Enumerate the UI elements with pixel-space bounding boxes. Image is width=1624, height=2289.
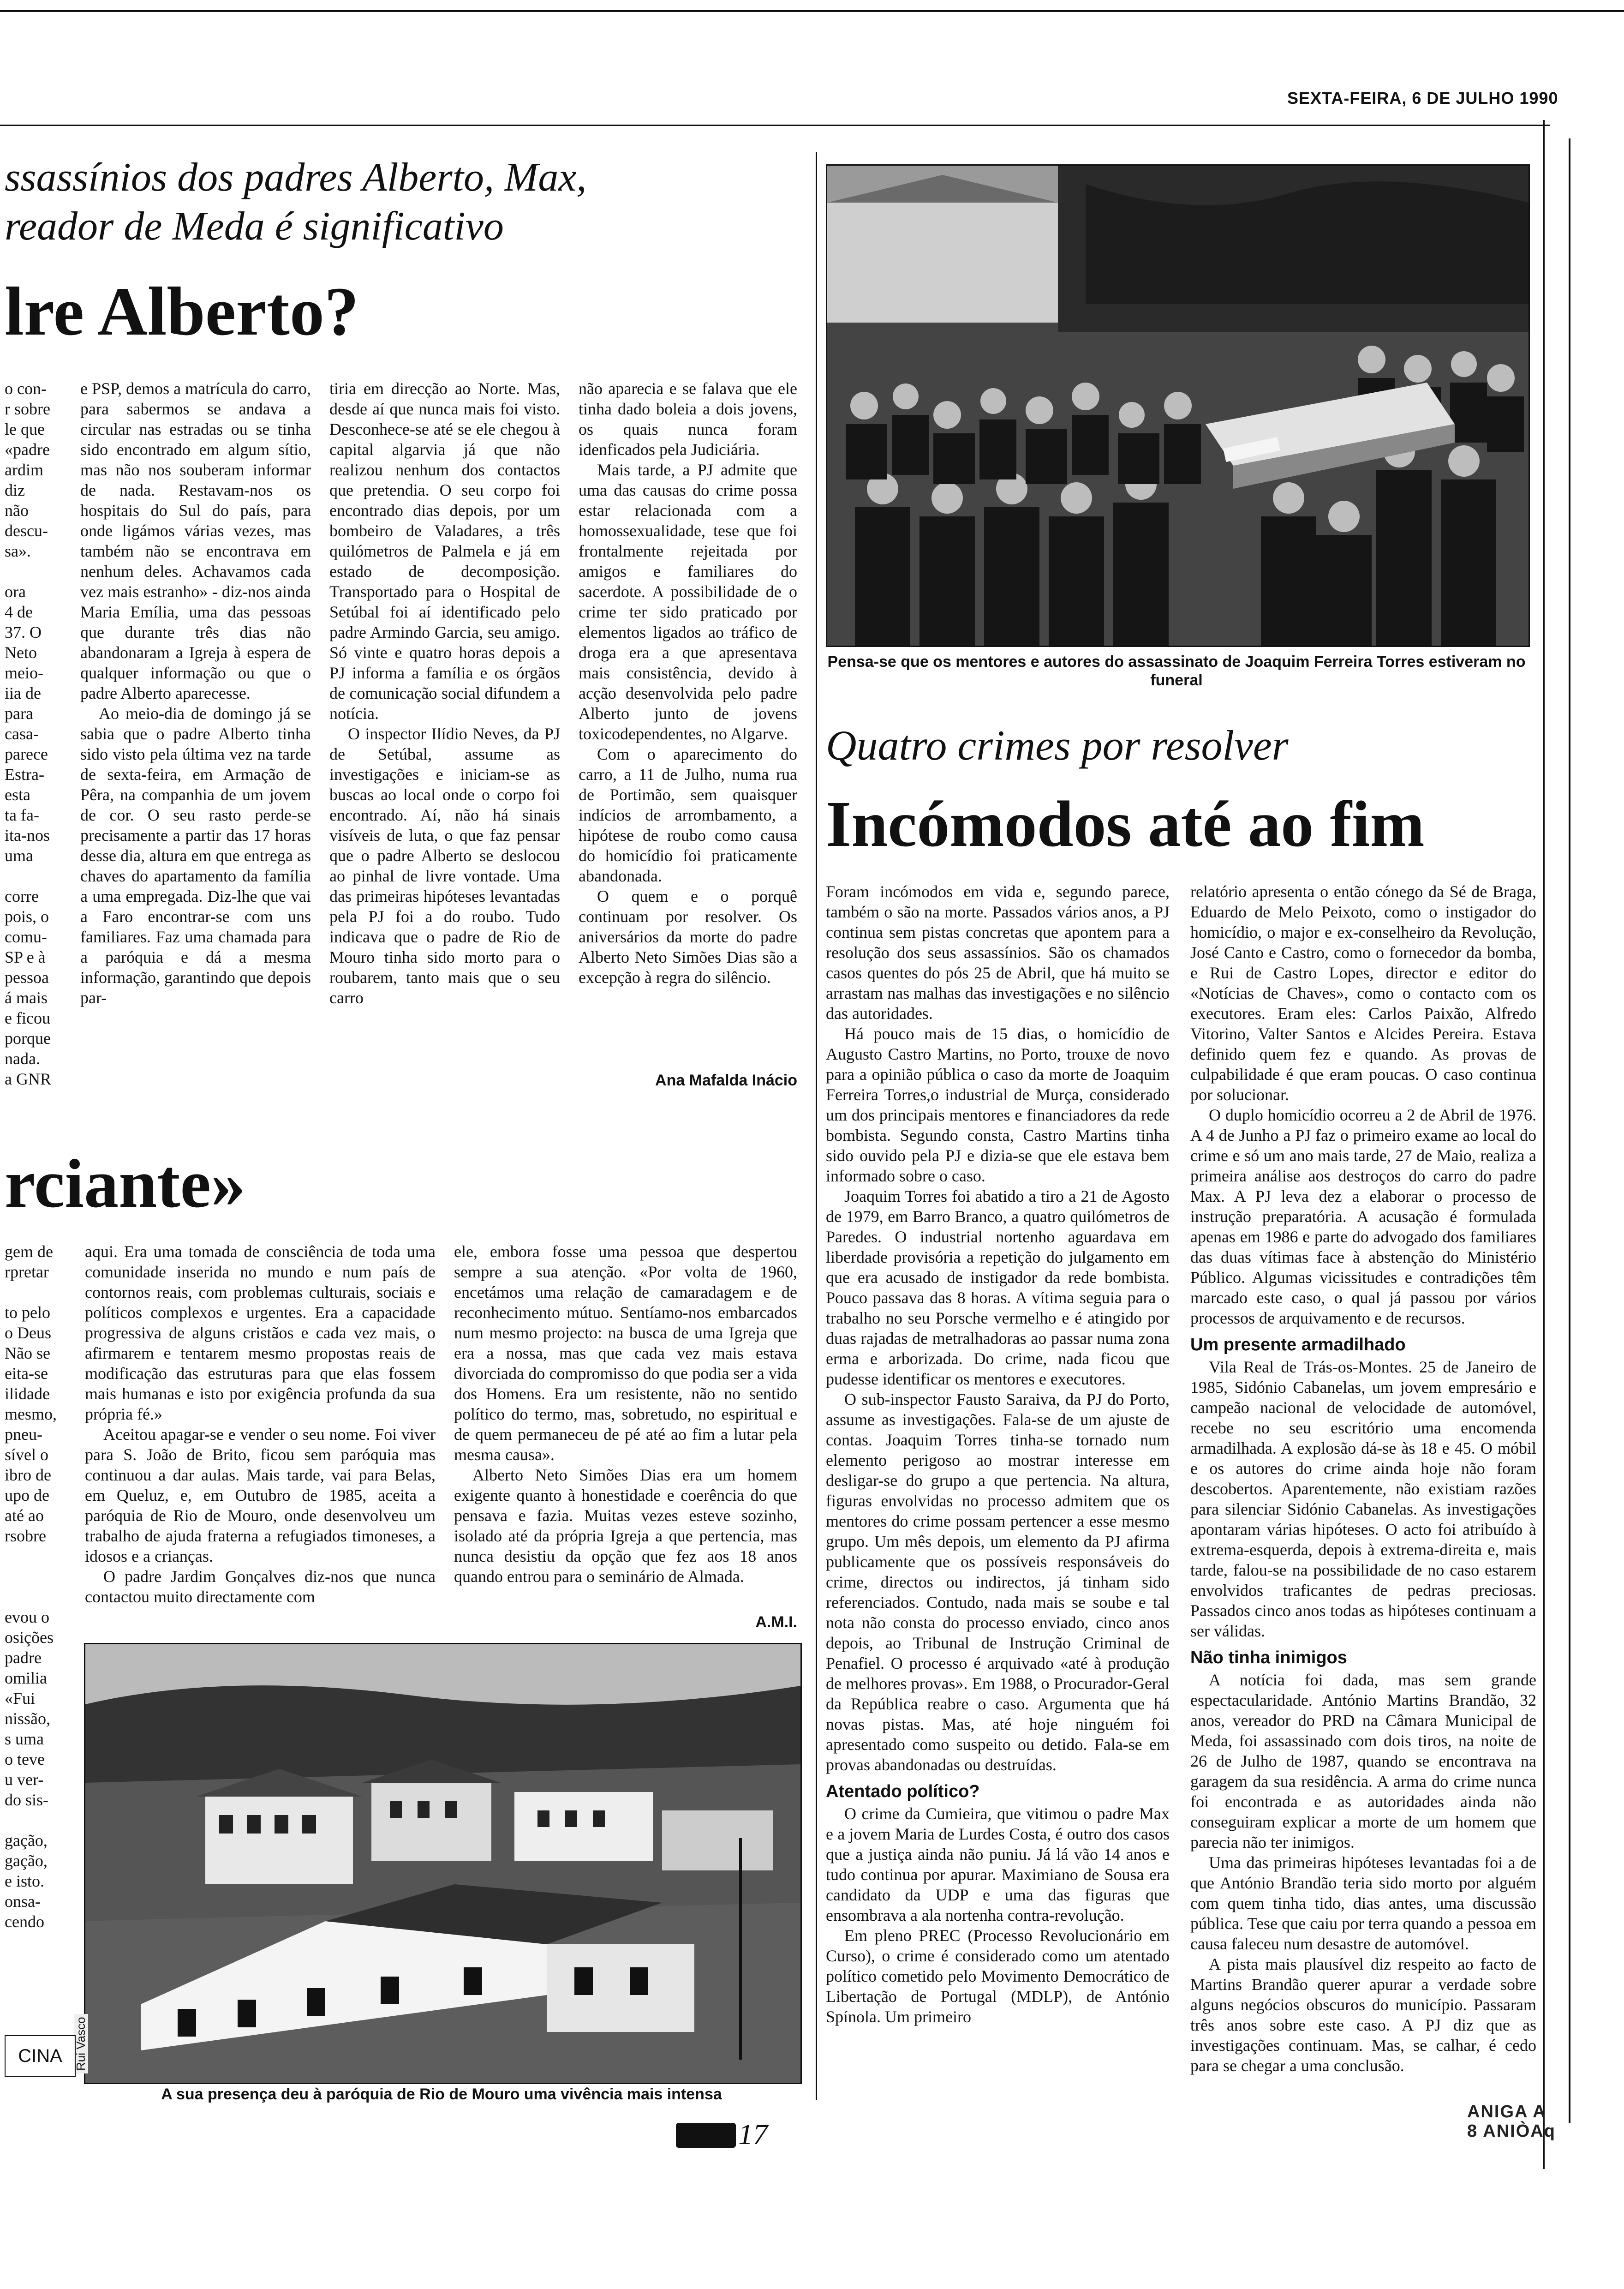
fragment-line: o con-: [5, 379, 47, 398]
fragment-line: mesmo,: [5, 1405, 57, 1423]
archive-stamp-line2: 8 ANIÒAq: [1467, 2121, 1556, 2141]
header-rule: [0, 125, 1550, 126]
fragment-line: Não se: [5, 1344, 50, 1362]
fragment-line: 4 de: [5, 603, 33, 621]
story1-headline: lre Alberto?: [5, 273, 359, 350]
story2-left-fragments: [5, 1241, 62, 1934]
side-label-box: CINA: [5, 2035, 76, 2077]
story2-c1-p3: O padre Jardim Gonçalves diz-nos que nunca contactou muito directamente com: [85, 1567, 436, 1606]
subheading: Não tinha inimigos: [1190, 1648, 1347, 1667]
story1-column-2: [329, 378, 560, 1098]
story1-c2-p2: O inspector Ilídio Neves, da PJ de Setúbal, assume as investigações e iniciam-se as buscas ao local onde o corpo foi encontrado. Aí, não há sinais visíveis de luta, o que faz pensar que o padre Alberto se deslocou ao pinhal de livre vontade. Uma das primeiras hipóteses levantadas pela PJ foi a do roubo. Tudo indicava que o padre de Rio de Mouro tinha sido morto para o roubarem, tanto mais que o seu carro: [329, 725, 560, 1007]
fragment-line: ilidade: [5, 1384, 50, 1403]
paragraph: A pista mais plausível diz respeito ao facto de Martins Brandão querer apurar a verdade sobre alguns negócios obscuros do município. Passaram três anos sobre este caso. A PJ diz que as investigações continuam. Mas, se calhar, é cedo para se chegar a uma conclusão.: [1190, 1955, 1536, 2075]
fragment-line: ora: [5, 582, 26, 601]
publication-logo-icon: [676, 2123, 736, 2148]
fragment-line: gem de: [5, 1242, 53, 1261]
story1-kicker-line1: ssassínios dos padres Alberto, Max,: [5, 155, 587, 200]
fragment-line: ta fa-: [5, 806, 39, 824]
story3-headline: Incómodos até ao fim: [826, 787, 1425, 860]
fragment-line: corre: [5, 887, 39, 905]
story2-column-2: [454, 1241, 797, 1638]
fragment-line: [5, 1587, 62, 1607]
fragment-line: pneu-: [5, 1425, 42, 1444]
fragment-line: «padre: [5, 440, 50, 459]
fragment-line: não: [5, 501, 29, 520]
fragment-line: onsa-: [5, 1892, 41, 1911]
paragraph: O sub-inspector Fausto Saraiva, da PJ do Porto, assume as investigações. Fala-se de um ajuste de contas. Joaquim Torres tinha-se tornado num elemento perigoso ao mostrar interesse em desligar-se do grupo a que pertencia. Na altura, figuras envolvidas no processo admitem que os mentores do crime possam pertencer a esse mesmo grupo. Um mês depois, um elemento da PJ afirma publicamente que os possíveis responsáveis do crime, directos ou indirectos, já tinham sido referenciados. Contudo, nada mais se soube e tal nota não consta do processo enviado, cinco anos depois, ao Tribunal de Instrução Criminal de Penafiel. O processo é arquivado «até à produção de melhores provas». Em 1988, o Procurador-Geral da República reabre o caso. Argumenta que há novas pistas. Mas, até hoje ninguém foi apresentado como suspeito ou detido. Fala-se em provas abandonadas ou destruídas.: [826, 1390, 1170, 1774]
fragment-line: e ficou: [5, 1009, 50, 1027]
fragment-line: porque: [5, 1029, 51, 1048]
story3-column-2: [1190, 881, 1536, 2075]
page-number: 17: [738, 2118, 768, 2151]
paragraph: Joaquim Torres foi abatido a tiro a 21 de Agosto de 1979, em Barro Branco, a quatro quilómetros de Paredes. O industrial nortenho aguardava em liberdade provisória a repetição do julgamento em que era acusado de instigador da rede bombista. Pouco passava das 8 horas. A vítima seguia para o trabalho no seu Porsche vermelho e é atingido por duas rajadas de metralhadoras ao passar numa zona erma e arborizada. Do crime, nada ficou que pudesse identificar os mentores e executores.: [826, 1187, 1170, 1388]
fragment-line: até ao: [5, 1506, 44, 1525]
story2-c1-p2: Aceitou apagar-se e vender o seu nome. Foi viver para S. João de Brito, ficou sem paróquia mas continuou a dar aulas. Mais tarde, vai para Belas, em Queluz, e, em Outubro de 1985, aceita a paróquia de Rio de Mouro, onde desenvolveu um trabalho de ajuda fraterna a refugiados timoneses, a idosos e a crianças.: [85, 1425, 436, 1565]
fragment-line: evou o: [5, 1608, 49, 1626]
fragment-line: padre: [5, 1648, 42, 1667]
story2-c1-p1: aqui. Era uma tomada de consciência de toda uma comunidade inserida no mundo e num país de contornos reais, com problemas culturais, sociais e políticos complexos e urgentes. Era a capacidade progressiva de alguns cristãos e cada vez mais, o afirmarem e tentarem mesmo propostas reais de modificação das estruturas para que elas fossem mais humanas e isto por exigência profunda da sua própria fé.»: [85, 1242, 436, 1423]
fragment-line: [5, 1546, 62, 1566]
paragraph: O duplo homicídio ocorreu a 2 de Abril de 1976. A 4 de Junho a PJ faz o primeiro exame ao local do crime e só um ano mais tarde, 27 de Maio, realiza a primeira análise aos destroços do carro do padre Max. A PJ leva dez a elaborar o processo de instrução preparatória. A acusação é formulada apenas em 1986 e parte do advogado dos familiares das duas vítimas face à abstenção do Ministério Público. Algumas vicissitudes e contradições têm marcado este caso, o qual já passou por vários processos de arquivamento e de recursos.: [1190, 1106, 1536, 1327]
paragraph: Em pleno PREC (Processo Revolucionário em Curso), o crime é considerado como um atentado político cometido pelo Movimento Democrático de Libertação de Portugal (MDLP), de António Spínola. Um primeiro: [826, 1926, 1170, 2026]
fragment-line: rsobre: [5, 1527, 46, 1545]
fragment-line: u ver-: [5, 1770, 44, 1789]
story1-c2-p1: tiria em direcção ao Norte. Mas, desde aí que nunca mais foi visto. Desconhece-se até se ele chegou à capital algarvia já que não realizou nenhum dos contactos que pretendia. O seu corpo foi encontrado dias depois, por um bombeiro de Valadares, a três quilómetros de Palmela e já em estado de decomposição. Transportado para o Hospital de Setúbal foi aí identificado pelo padre Armindo Garcia, seu amigo. Só vinte e quatro horas depois a PJ informa a família e os órgãos de comunicação social difundem a notícia.: [329, 379, 560, 723]
funeral-photo-image: [827, 166, 1528, 646]
fragment-line: á mais: [5, 989, 48, 1007]
fragment-line: cendo: [5, 1912, 44, 1931]
story3-column-1: [826, 881, 1170, 2063]
paragraph: Uma das primeiras hipóteses levantadas foi a de que António Brandão teria sido morto por alguém com quem tinha tido, dias antes, uma discussão pública. Tese que caiu por terra quando a pessoa em causa faleceu num desastre de automóvel.: [1190, 1853, 1536, 1953]
fragment-line: SP e à: [5, 948, 46, 966]
story1-c1-p2: Ao meio-dia de domingo já se sabia que o padre Alberto tinha sido visto pela última vez na tarde de sexta-feira, em Armação de Pêra, na companhia de um jovem de cor. O seu rasto perde-se precisamente a partir das 17 horas desse dia, altura em que entrega as chaves do apartamento da família a uma empregada. Diz-lhe que vai a Faro encontrar-se com uns familiares. Faz uma chamada para a paróquia e dá a mesma informação, garantindo que depois par-: [80, 704, 311, 1007]
story1-kicker-line2: reador de Meda é significativo: [5, 204, 504, 249]
fragment-line: casa-: [5, 725, 39, 743]
fragment-line: [5, 1566, 62, 1587]
paragraph: Há pouco mais de 15 dias, o homicídio de Augusto Castro Martins, no Porto, trouxe de novo para a opinião pública o caso da morte de Joaquim Ferreira Torres,o industrial de Murça, considerado um dos principais mentores e financiadores da rede bombista. Segundo consta, Castro Martins tinha sido ouvido pela PJ e dizia-se que ele estava bem informado sobre o caso.: [826, 1025, 1170, 1185]
fragment-line: uma: [5, 846, 33, 865]
fragment-line: [5, 1810, 62, 1830]
fragment-line: upo de: [5, 1486, 49, 1504]
fragment-line: descu-: [5, 521, 48, 540]
story1-column-1: [80, 378, 311, 1098]
archive-stamp: [1467, 2102, 1556, 2141]
page-date: SEXTA-FEIRA, 6 DE JULHO 1990: [1287, 89, 1558, 108]
right-margin-rule: [1543, 120, 1545, 2169]
fragment-line: pessoa: [5, 968, 49, 987]
fragment-line: meio-: [5, 664, 43, 682]
fragment-line: e isto.: [5, 1872, 44, 1890]
fragment-line: ibro de: [5, 1466, 51, 1484]
fragment-line: 37. O: [5, 623, 42, 641]
fragment-line: osições: [5, 1628, 54, 1647]
paragraph: Vila Real de Trás-os-Montes. 25 de Janeiro de 1985, Sidónio Cabanelas, um jovem empresário e campeão nacional de velocidade de automóvel, recebe no seu escritório uma encomenda armadilhada. A explosão dá-se às 18 e 45. O móbil e os autores do crime ainda hoje não foram descobertos. Aparentemente, não existiam razões para silenciar Sidónio Cabanelas. As investigações apontaram várias hipóteses. O acto foi atribuído à extrema-esquerda, depois à extrema-direita e, mais tarde, falou-se na possibilidade de no caso estarem envolvidos traficantes de pedras preciosas. Passados cinco anos todas as hipóteses continuam a ser válidas.: [1190, 1358, 1536, 1640]
fragment-line: a GNR: [5, 1070, 51, 1088]
fragment-line: parece: [5, 745, 48, 763]
paragraph: Foram incómodos em vida e, segundo parece, também o são na morte. Passados vários anos, a PJ continua sem pistas concretas que apontem para a resolução dos seus assassínios. São os chamados casos quentes do pós 25 de Abril, que há muito se arrastam nas malhas das investigações e no silêncio das autoridades.: [826, 882, 1170, 1023]
funeral-photo-caption: Pensa-se que os mentores e autores do assassinato de Joaquim Ferreira Torres estiveram no funeral: [827, 653, 1526, 689]
story2-column-1: [85, 1241, 436, 1638]
top-edge-rule: [0, 10, 1624, 12]
fragment-line: «Fui: [5, 1689, 36, 1708]
story1-left-fragments: [5, 378, 62, 1098]
story2-c2-p2: Alberto Neto Simões Dias era um homem exigente quanto à honestidade e coerência do que pensava e fazia. Muitas vezes esteve sozinho, isolado até da própria Igreja a que pertencia, mas nunca desistiu da opção que fez aos 18 anos quando entrou para o seminário de Almada.: [454, 1466, 797, 1586]
photo-credit: Rui Vasco: [74, 2014, 88, 2073]
fragment-line: ita-nos: [5, 826, 50, 845]
fragment-line: [5, 866, 62, 886]
village-photo: [74, 1643, 802, 2084]
funeral-photo: [826, 164, 1530, 647]
fragment-line: o teve: [5, 1750, 45, 1768]
fragment-line: diz: [5, 481, 25, 499]
story3-kicker: Quatro crimes por resolver: [826, 722, 1289, 769]
story1-c3-p2: Mais tarde, a PJ admite que uma das causas do crime possa estar relacionada com a homossexualidade, tese que foi frontalmente rejeitada por amigos e familiares do sacerdote. A possibilidade de o crime ter sido praticado por elementos ligados ao tráfico de droga era a que apresentava mais consistência, devido à acção desenvolvida pelo padre Alberto junto de jovens toxicodependentes, no Algarve.: [579, 461, 797, 743]
fragment-line: do sis-: [5, 1791, 49, 1809]
story1-c1-p1: e PSP, demos a matrícula do carro, para sabermos se andava a circular nas estradas ou se tinha sido encontrado em algum sítio, mas não nos souberam informar de nada. Restavam-nos os hospitais do Sul do país, para onde ligámos várias vezes, mas também não se encontrava em nenhum deles. Achavamos cada vez mais estranho» - diz-nos ainda Maria Emília, uma das pessoas que durante três dias não abandonaram a Igreja à espera de qualquer informação ou que o padre Alberto aparecesse.: [80, 379, 311, 702]
right-block-divider: [816, 152, 817, 2100]
fragment-line: le que: [5, 420, 45, 438]
story2-c2-p1: ele, embora fosse uma pessoa que despertou sempre a sua atenção. «Por volta de 1960, encetámos uma relação de camaradagem e de reconhecimento mútuo. Sentíamo-nos embarcados num mesmo projecto: na busca de uma Igreja que era a nossa, mas que cada vez mais estava divorciada do compromisso do que podia ser a vida dos Homens. Era um resistente, não no sentido político do termo, mas, sobretudo, no espiritual e de quem permaneceu de pé até ao fim a lutar pela mesma causa».: [454, 1242, 797, 1464]
fragment-line: gação,: [5, 1852, 48, 1870]
fragment-line: Neto: [5, 643, 37, 662]
story1-column-3: [579, 378, 797, 1098]
story1-byline: Ana Mafalda Inácio: [655, 1072, 797, 1089]
fragment-line: ardim: [5, 461, 43, 479]
fragment-line: para: [5, 704, 33, 723]
fragment-line: nada.: [5, 1049, 40, 1068]
fragment-line: omilia: [5, 1669, 47, 1687]
paragraph: relatório apresenta o então cónego da Sé de Braga, Eduardo de Melo Peixoto, como o instigador do homicídio, o major e ex-conselheiro da Revolução, José Canto e Castro, como o fornecedor da bomba, e Rui de Castro Lopes, director e editor do «Notícias de Chaves», como o contacto com os executores. Eram eles: Carlos Paixão, Alfredo Vitorino, Valter Santos e Alcides Pereira. Estava definido quem fez e quando. As provas de culpabilidade é que eram poucas. O caso continua por solucionar.: [1190, 882, 1536, 1104]
paragraph: O crime da Cumieira, que vitimou o padre Max e a jovem Maria de Lurdes Costa, é outro dos casos que a justiça ainda não puniu. Já lá vão 14 anos e tudo continua por apurar. Maximiano de Sousa era candidato da UDP e uma das figuras que ensombrava a ala nortenha contra-revolução.: [826, 1804, 1170, 1924]
village-photo-image: [85, 1644, 800, 2083]
paragraph: A notícia foi dada, mas sem grande espectacularidade. António Martins Brandão, 32 anos, vereador do PRD na Câmara Municipal de Meda, foi assassinado com dois tiros, na noite de 26 de Julho de 1987, quando se encontrava na garagem da sua residência. A arma do crime nunca foi encontrada e as autoridades ainda não conseguiram explicar a morte de um homem que parecia não ter inimigos.: [1190, 1671, 1536, 1852]
fragment-line: esta: [5, 785, 30, 804]
fragment-line: s uma: [5, 1730, 44, 1748]
fragment-line: pois, o: [5, 907, 49, 926]
fragment-line: rpretar: [5, 1263, 49, 1281]
fragment-line: r sobre: [5, 400, 50, 418]
village-photo-caption: A sua presença deu à paróquia de Rio de Mouro uma vivência mais intensa: [161, 2085, 722, 2103]
story2-byline: A.M.I.: [755, 1613, 797, 1631]
fragment-line: o Deus: [5, 1324, 51, 1342]
story1-c3-p3: Com o aparecimento do carro, a 11 de Julho, numa rua de Portimão, sem quaisquer indícios de arrombamento, a hipótese de roubo como causa do homicídio foi praticamente abandonada.: [579, 745, 797, 885]
archive-stamp-line1: ANIGA A: [1467, 2102, 1546, 2121]
fragment-line: iia de: [5, 684, 41, 702]
fragment-line: sa».: [5, 542, 31, 560]
fragment-line: comu-: [5, 928, 47, 946]
fragment-line: Estra-: [5, 765, 44, 784]
fragment-line: eita-se: [5, 1364, 48, 1383]
fragment-line: sível o: [5, 1445, 48, 1464]
fragment-line: nissão,: [5, 1709, 50, 1728]
fragment-line: to pelo: [5, 1303, 50, 1322]
fragment-line: [5, 561, 62, 581]
fragment-line: [5, 1282, 62, 1302]
subheading: Um presente armadilhado: [1190, 1335, 1406, 1354]
page-edge-shadow: [1569, 138, 1570, 2123]
story1-c3-p4: O quem e o porquê continuam por resolver. Os aniversários da morte do padre Alberto Neto Simões Dias são a excepção à regra do silêncio.: [579, 887, 797, 987]
subheading: Atentado político?: [826, 1782, 980, 1801]
fragment-line: gação,: [5, 1831, 48, 1850]
story2-headline: rciante»: [5, 1145, 246, 1222]
story1-c3-p1: não aparecia e se falava que ele tinha dado boleia a dois jovens, os quais nunca foram idenficados pela Judiciária.: [579, 379, 797, 459]
